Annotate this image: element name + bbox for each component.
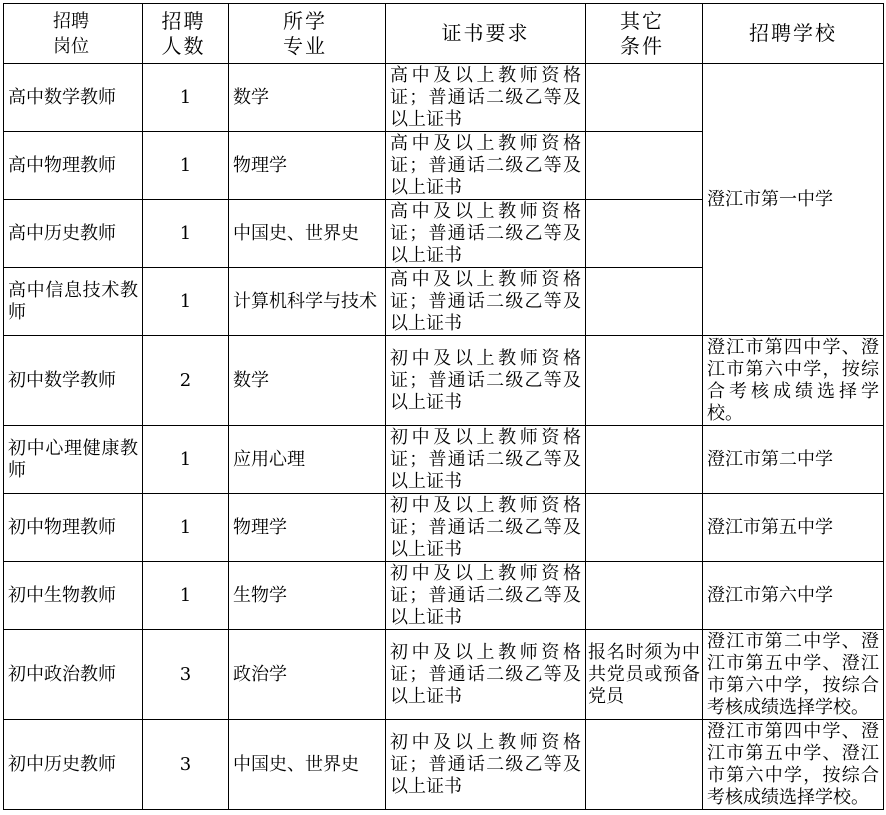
cell-school: 澄江市第六中学 bbox=[703, 562, 884, 630]
table-row bbox=[4, 630, 884, 720]
cell-position: 初中政治教师 bbox=[4, 630, 143, 720]
cell-position: 高中信息技术教师 bbox=[4, 268, 143, 336]
table-row bbox=[4, 562, 884, 630]
cell-other-conditions bbox=[586, 720, 703, 810]
cell-certificate: 高中及以上教师资格证；普通话二级乙等及以上证书 bbox=[386, 200, 586, 268]
cell-certificate: 初中及以上教师资格证；普通话二级乙等及以上证书 bbox=[386, 494, 586, 562]
cell-other-conditions bbox=[586, 200, 703, 268]
header-major-label: 所学专业 bbox=[283, 8, 327, 58]
cell-school: 澄江市第四中学、澄江市第六中学，按综合考核成绩选择学校。 bbox=[703, 336, 884, 426]
cell-major: 计算机科学与技术 bbox=[229, 268, 386, 336]
cell-count: 1 bbox=[143, 494, 229, 562]
cell-school: 澄江市第一中学 bbox=[703, 64, 884, 336]
cell-major: 应用心理 bbox=[229, 426, 386, 494]
recruitment-table bbox=[3, 3, 884, 810]
table-row bbox=[4, 426, 884, 494]
table-row bbox=[4, 720, 884, 810]
cell-count: 1 bbox=[143, 562, 229, 630]
cell-other-conditions bbox=[586, 64, 703, 132]
cell-other-conditions bbox=[586, 268, 703, 336]
cell-other-conditions: 报名时须为中共党员或预备党员 bbox=[586, 630, 703, 720]
cell-major: 中国史、世界史 bbox=[229, 200, 386, 268]
cell-major: 物理学 bbox=[229, 494, 386, 562]
cell-major: 政治学 bbox=[229, 630, 386, 720]
header-major bbox=[229, 4, 386, 64]
table-row bbox=[4, 336, 884, 426]
cell-major: 中国史、世界史 bbox=[229, 720, 386, 810]
cell-certificate: 高中及以上教师资格证；普通话二级乙等及以上证书 bbox=[386, 132, 586, 200]
header-position-label: 招聘岗位 bbox=[53, 10, 89, 57]
cell-position: 高中数学教师 bbox=[4, 64, 143, 132]
cell-major: 数学 bbox=[229, 336, 386, 426]
header-certificate bbox=[386, 4, 586, 64]
cell-position: 高中历史教师 bbox=[4, 200, 143, 268]
cell-other-conditions bbox=[586, 494, 703, 562]
cell-school: 澄江市第四中学、澄江市第五中学、澄江市第六中学，按综合考核成绩选择学校。 bbox=[703, 720, 884, 810]
cell-count: 1 bbox=[143, 426, 229, 494]
cell-other-conditions bbox=[586, 562, 703, 630]
header-school bbox=[703, 4, 884, 64]
cell-school: 澄江市第二中学 bbox=[703, 426, 884, 494]
cell-position: 初中心理健康教师 bbox=[4, 426, 143, 494]
cell-certificate: 初中及以上教师资格证；普通话二级乙等及以上证书 bbox=[386, 426, 586, 494]
cell-count: 3 bbox=[143, 630, 229, 720]
cell-position: 初中生物教师 bbox=[4, 562, 143, 630]
header-certificate-label: 证书要求 bbox=[441, 21, 530, 45]
cell-count: 1 bbox=[143, 268, 229, 336]
cell-certificate: 初中及以上教师资格证；普通话二级乙等及以上证书 bbox=[386, 630, 586, 720]
header-school-label: 招聘学校 bbox=[749, 21, 837, 45]
document-page bbox=[3, 3, 884, 810]
cell-school: 澄江市第五中学 bbox=[703, 494, 884, 562]
cell-school: 澄江市第二中学、澄江市第五中学、澄江市第六中学，按综合考核成绩选择学校。 bbox=[703, 630, 884, 720]
cell-count: 1 bbox=[143, 132, 229, 200]
cell-other-conditions bbox=[586, 426, 703, 494]
cell-certificate: 高中及以上教师资格证；普通话二级乙等及以上证书 bbox=[386, 268, 586, 336]
cell-position: 初中物理教师 bbox=[4, 494, 143, 562]
header-other-conditions bbox=[586, 4, 703, 64]
cell-position: 初中历史教师 bbox=[4, 720, 143, 810]
cell-count: 2 bbox=[143, 336, 229, 426]
cell-major: 生物学 bbox=[229, 562, 386, 630]
cell-major: 物理学 bbox=[229, 132, 386, 200]
cell-certificate: 初中及以上教师资格证；普通话二级乙等及以上证书 bbox=[386, 720, 586, 810]
cell-certificate: 初中及以上教师资格证；普通话二级乙等及以上证书 bbox=[386, 562, 586, 630]
cell-major: 数学 bbox=[229, 64, 386, 132]
cell-position: 高中物理教师 bbox=[4, 132, 143, 200]
cell-count: 1 bbox=[143, 64, 229, 132]
header-position bbox=[4, 4, 143, 64]
cell-position: 初中数学教师 bbox=[4, 336, 143, 426]
header-row bbox=[4, 4, 884, 64]
table-row bbox=[4, 64, 884, 132]
cell-other-conditions bbox=[586, 336, 703, 426]
cell-certificate: 高中及以上教师资格证；普通话二级乙等及以上证书 bbox=[386, 64, 586, 132]
header-count-label: 招聘人数 bbox=[161, 8, 206, 58]
cell-count: 3 bbox=[143, 720, 229, 810]
cell-count: 1 bbox=[143, 200, 229, 268]
cell-other-conditions bbox=[586, 132, 703, 200]
table-row bbox=[4, 494, 884, 562]
cell-certificate: 初中及以上教师资格证；普通话二级乙等及以上证书 bbox=[386, 336, 586, 426]
header-other-conditions-label: 其它条件 bbox=[620, 8, 664, 58]
header-count bbox=[143, 4, 229, 64]
